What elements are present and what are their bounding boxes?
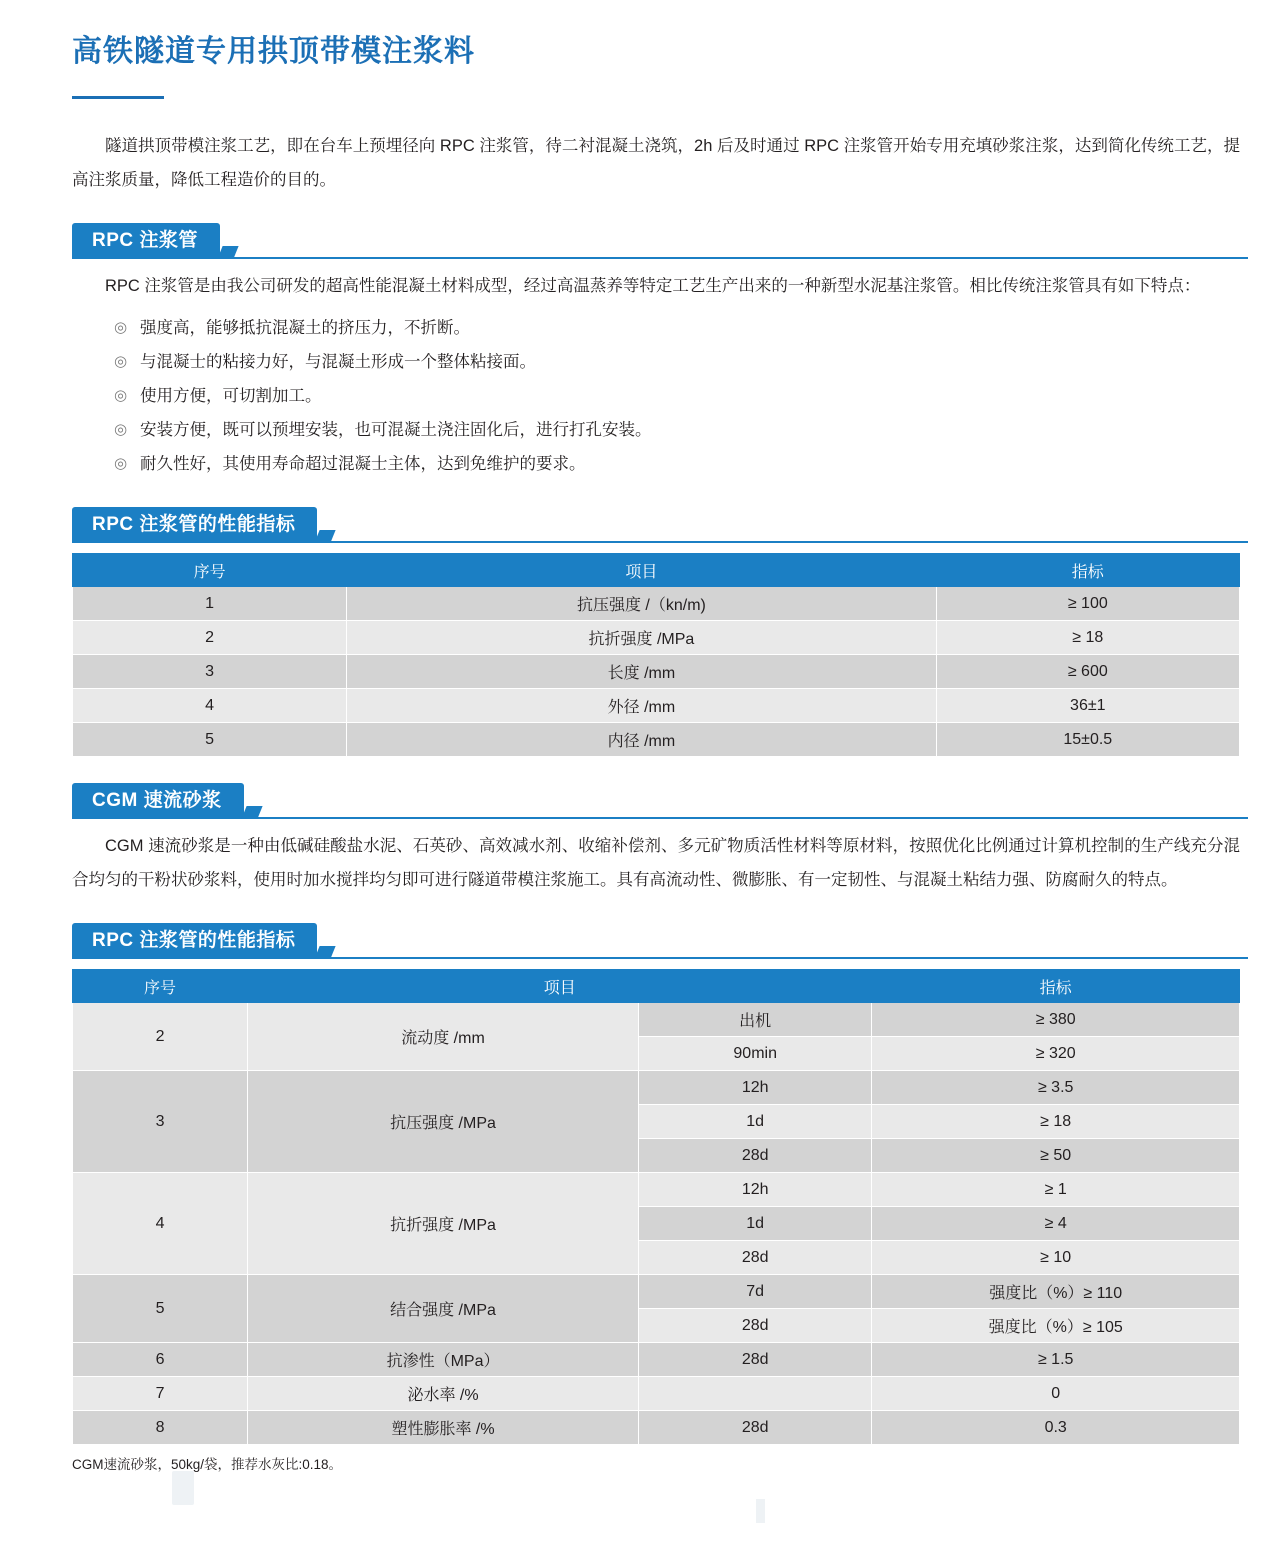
cell-item: 抗渗性（MPa） bbox=[248, 1343, 639, 1377]
rpc-spec-table bbox=[72, 553, 1240, 757]
cell-no: 4 bbox=[73, 1173, 248, 1275]
section-header-label: CGM 速流砂浆 bbox=[72, 783, 244, 819]
cell-value: ≥ 380 bbox=[872, 1003, 1240, 1037]
cell-age: 28d bbox=[638, 1411, 871, 1445]
section-header-underline bbox=[72, 257, 1248, 259]
intro-paragraph: 隧道拱顶带模注浆工艺，即在台车上预埋径向 RPC 注浆管，待二衬混凝土浇筑，2h 后及时通过 RPC 注浆管开始专用充填砂浆注浆，达到简化传统工艺，提高注浆质量，降低工程造价的目的。 bbox=[72, 137, 1240, 189]
cell-no: 5 bbox=[73, 723, 347, 757]
cell-no: 7 bbox=[73, 1377, 248, 1411]
cell-age: 7d bbox=[638, 1275, 871, 1309]
table-row bbox=[73, 1003, 1240, 1037]
list-item bbox=[114, 345, 1248, 379]
list-item-label: 安装方便，既可以预埋安装，也可混凝土浇注固化后，进行打孔安装。 bbox=[140, 421, 652, 439]
cell-age: 12h bbox=[638, 1071, 871, 1105]
cell-no: 4 bbox=[73, 689, 347, 723]
cell-value: ≥ 50 bbox=[872, 1139, 1240, 1173]
cell-age: 1d bbox=[638, 1105, 871, 1139]
cell-value: ≥ 4 bbox=[872, 1207, 1240, 1241]
cell-no: 1 bbox=[73, 587, 347, 621]
list-item bbox=[114, 311, 1248, 345]
title-underline-rule bbox=[72, 96, 164, 99]
cell-item: 内径 /mm bbox=[347, 723, 936, 757]
cell-value: 强度比（%）≥ 110 bbox=[872, 1275, 1240, 1309]
list-item-label: 使用方便，可切割加工。 bbox=[140, 387, 322, 405]
cell-value: ≥ 18 bbox=[936, 621, 1239, 655]
cell-item: 抗折强度 /MPa bbox=[347, 621, 936, 655]
cell-item: 长度 /mm bbox=[347, 655, 936, 689]
column-header-item: 项目 bbox=[347, 554, 936, 587]
circle-bullet-icon: ◎ bbox=[114, 421, 128, 438]
section-header-cgm-spec bbox=[72, 923, 1248, 959]
cell-item: 泌水率 /% bbox=[248, 1377, 639, 1411]
cell-value: ≥ 320 bbox=[872, 1037, 1240, 1071]
circle-bullet-icon: ◎ bbox=[114, 353, 128, 370]
table-header-row bbox=[73, 970, 1240, 1003]
cell-value: 0 bbox=[872, 1377, 1240, 1411]
table-row bbox=[73, 587, 1240, 621]
list-item bbox=[114, 447, 1248, 481]
table-row bbox=[73, 1411, 1240, 1445]
cell-no: 8 bbox=[73, 1411, 248, 1445]
section-header-label: RPC 注浆管的性能指标 bbox=[72, 923, 317, 959]
table-row bbox=[73, 621, 1240, 655]
cell-value: ≥ 600 bbox=[936, 655, 1239, 689]
cell-value: ≥ 1 bbox=[872, 1173, 1240, 1207]
cell-age: 28d bbox=[638, 1309, 871, 1343]
column-header-value: 指标 bbox=[872, 970, 1240, 1003]
cell-no: 3 bbox=[73, 1071, 248, 1173]
table-row bbox=[73, 689, 1240, 723]
cell-value: ≥ 100 bbox=[936, 587, 1239, 621]
cell-value: 0.3 bbox=[872, 1411, 1240, 1445]
table-header-row bbox=[73, 554, 1240, 587]
cell-age: 28d bbox=[638, 1241, 871, 1275]
rpc-pipe-paragraph: RPC 注浆管是由我公司研发的超高性能混凝土材料成型，经过高温蒸养等特定工艺生产出来的一种新型水泥基注浆管。相比传统注浆管具有如下特点： bbox=[105, 277, 1201, 295]
list-item-label: 强度高，能够抵抗混凝土的挤压力，不折断。 bbox=[140, 319, 470, 337]
table-footnote: CGM速流砂浆，50kg/袋，推荐水灰比:0.18。 bbox=[72, 1457, 343, 1472]
list-item bbox=[114, 379, 1248, 413]
section-header-cgm-mortar bbox=[72, 783, 1248, 819]
section-header-rpc-pipe bbox=[72, 223, 1248, 259]
cell-item: 结合强度 /MPa bbox=[248, 1275, 639, 1343]
column-header-no: 序号 bbox=[73, 970, 248, 1003]
cell-item: 塑性膨胀率 /% bbox=[248, 1411, 639, 1445]
list-item-label: 与混凝士的粘接力好，与混凝土形成一个整体粘接面。 bbox=[140, 353, 536, 371]
cell-value: 36±1 bbox=[936, 689, 1239, 723]
cell-item: 抗压强度 /MPa bbox=[248, 1071, 639, 1173]
circle-bullet-icon: ◎ bbox=[114, 455, 128, 472]
list-item bbox=[114, 413, 1248, 447]
cell-no: 5 bbox=[73, 1275, 248, 1343]
rpc-feature-list bbox=[72, 311, 1248, 481]
cell-no: 3 bbox=[73, 655, 347, 689]
table-row bbox=[73, 1343, 1240, 1377]
cell-value: 15±0.5 bbox=[936, 723, 1239, 757]
cell-age: 28d bbox=[638, 1343, 871, 1377]
cell-item: 抗压强度 /（kn/m) bbox=[347, 587, 936, 621]
section-header-label: RPC 注浆管 bbox=[72, 223, 220, 259]
cell-item: 外径 /mm bbox=[347, 689, 936, 723]
cell-age: 12h bbox=[638, 1173, 871, 1207]
cell-value: ≥ 18 bbox=[872, 1105, 1240, 1139]
cell-no: 6 bbox=[73, 1343, 248, 1377]
table-row bbox=[73, 655, 1240, 689]
table-row bbox=[73, 1275, 1240, 1309]
section-header-label: RPC 注浆管的性能指标 bbox=[72, 507, 317, 543]
cell-age: 90min bbox=[638, 1037, 871, 1071]
page-title: 高铁隧道专用拱顶带模注浆料 bbox=[72, 35, 475, 68]
circle-bullet-icon: ◎ bbox=[114, 319, 128, 336]
circle-bullet-icon: ◎ bbox=[114, 387, 128, 404]
cgm-mortar-paragraph: CGM 速流砂浆是一种由低碱硅酸盐水泥、石英砂、高效减水剂、收缩补偿剂、多元矿物质活性材料等原材料，按照优化比例通过计算机控制的生产线充分混合均匀的干粉状砂浆料，使用时加水搅拌均匀即可进行隧道带模注浆施工。具有高流动性、微膨胀、有一定韧性、与混凝土粘结力强、防腐耐久的特点。 bbox=[72, 837, 1240, 889]
cell-age: 出机 bbox=[638, 1003, 871, 1037]
column-header-value: 指标 bbox=[936, 554, 1239, 587]
cell-age: 28d bbox=[638, 1139, 871, 1173]
cell-item: 流动度 /mm bbox=[248, 1003, 639, 1071]
cell-value: ≥ 1.5 bbox=[872, 1343, 1240, 1377]
cell-no: 2 bbox=[73, 1003, 248, 1071]
column-header-no: 序号 bbox=[73, 554, 347, 587]
list-item-label: 耐久性好，其使用寿命超过混凝士主体，达到免维护的要求。 bbox=[140, 455, 586, 473]
cell-value: ≥ 10 bbox=[872, 1241, 1240, 1275]
column-header-item: 项目 bbox=[248, 970, 872, 1003]
table-row bbox=[73, 1173, 1240, 1207]
section-header-rpc-spec bbox=[72, 507, 1248, 543]
cgm-spec-table-wrapper bbox=[72, 969, 1248, 1445]
watermark-shape-center bbox=[756, 1499, 765, 1523]
cgm-spec-table bbox=[72, 969, 1240, 1445]
table-row bbox=[73, 1071, 1240, 1105]
cell-item: 抗折强度 /MPa bbox=[248, 1173, 639, 1275]
cell-value: 强度比（%）≥ 105 bbox=[872, 1309, 1240, 1343]
table-row bbox=[73, 1377, 1240, 1411]
cell-age bbox=[638, 1377, 871, 1411]
cell-value: ≥ 3.5 bbox=[872, 1071, 1240, 1105]
rpc-spec-table-wrapper bbox=[72, 553, 1248, 757]
table-row bbox=[73, 723, 1240, 757]
cell-no: 2 bbox=[73, 621, 347, 655]
cell-age: 1d bbox=[638, 1207, 871, 1241]
